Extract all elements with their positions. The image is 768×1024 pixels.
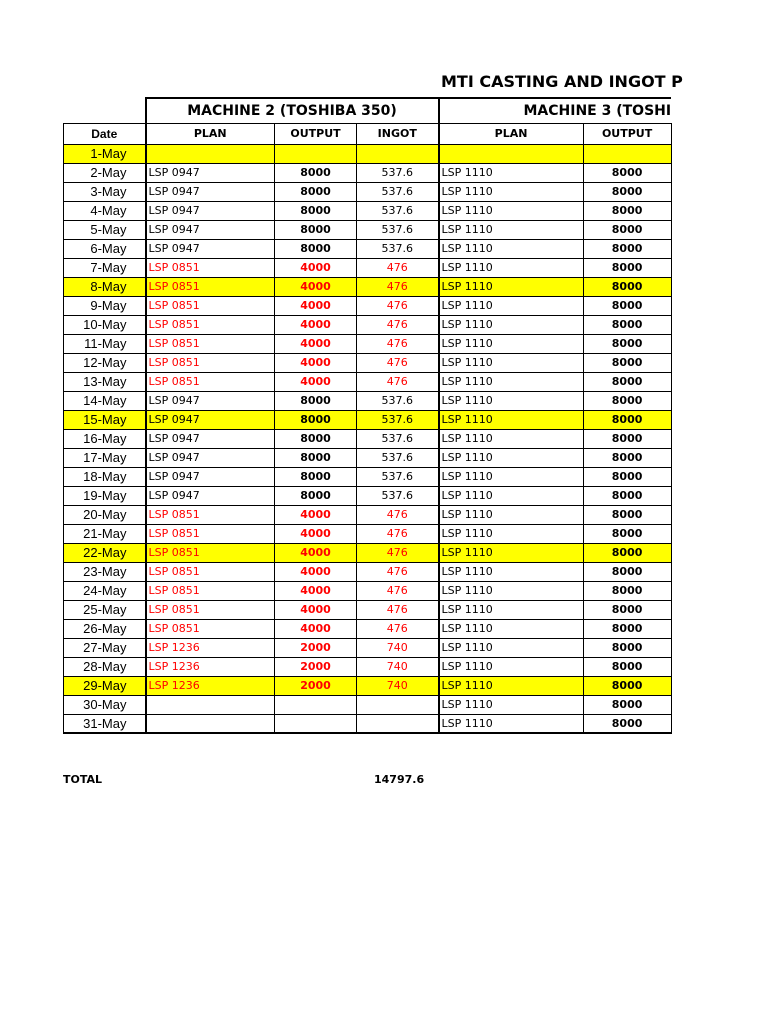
m2-ingot-cell[interactable]: 537.6	[357, 486, 439, 505]
m2-plan-cell[interactable]: LSP 0851	[146, 334, 275, 353]
table-row	[64, 714, 672, 733]
m2-ingot-cell[interactable]: 740	[357, 638, 439, 657]
m2-ingot-cell[interactable]: 537.6	[357, 429, 439, 448]
m2-plan-cell[interactable]: LSP 0851	[146, 296, 275, 315]
m3-plan-cell[interactable]: LSP 1110	[439, 486, 584, 505]
machine-header-spacer	[64, 98, 146, 123]
m2-ingot-cell[interactable]	[357, 695, 439, 714]
total-label: TOTAL	[63, 773, 103, 786]
m2-ingot-cell[interactable]: 476	[357, 353, 439, 372]
m2-plan-cell[interactable]: LSP 0947	[146, 429, 275, 448]
date-cell[interactable]: 7-May	[64, 258, 146, 277]
m3-plan-cell[interactable]: LSP 1110	[439, 600, 584, 619]
m3-plan-cell[interactable]: LSP 1110	[439, 220, 584, 239]
m3-plan-cell[interactable]	[439, 144, 584, 163]
date-cell[interactable]: 2-May	[64, 163, 146, 182]
m3-plan-cell[interactable]: LSP 1110	[439, 657, 584, 676]
m2-ingot-cell[interactable]: 476	[357, 505, 439, 524]
m3-plan-cell[interactable]: LSP 1110	[439, 353, 584, 372]
m2-plan-cell[interactable]: LSP 0947	[146, 182, 275, 201]
m2-output-cell[interactable]: 4000	[275, 334, 357, 353]
m3-output-cell[interactable]: 8000	[583, 372, 671, 391]
date-cell[interactable]: 12-May	[64, 353, 146, 372]
m3-output-cell[interactable]: 8000	[583, 182, 671, 201]
m2-plan-cell[interactable]: LSP 0947	[146, 410, 275, 429]
date-cell[interactable]: 21-May	[64, 524, 146, 543]
m3-output-cell[interactable]: 8000	[583, 581, 671, 600]
m2-output-cell[interactable]: 8000	[275, 448, 357, 467]
m3-plan-cell[interactable]: LSP 1110	[439, 505, 584, 524]
m3-output-cell[interactable]: 8000	[583, 258, 671, 277]
m2-plan-cell[interactable]	[146, 695, 275, 714]
m3-output-cell[interactable]: 8000	[583, 486, 671, 505]
date-cell[interactable]: 23-May	[64, 562, 146, 581]
m2-plan-cell[interactable]: LSP 0851	[146, 619, 275, 638]
m2-ingot-cell[interactable]: 476	[357, 543, 439, 562]
m2-ingot-cell[interactable]: 476	[357, 277, 439, 296]
date-cell[interactable]: 25-May	[64, 600, 146, 619]
table-row	[64, 277, 672, 296]
date-cell[interactable]: 18-May	[64, 467, 146, 486]
m2-plan-cell[interactable]: LSP 0947	[146, 239, 275, 258]
m3-output-cell[interactable]: 8000	[583, 505, 671, 524]
m2-ingot-cell[interactable]: 537.6	[357, 163, 439, 182]
m2-ingot-cell[interactable]: 476	[357, 315, 439, 334]
m2-output-cell[interactable]: 4000	[275, 505, 357, 524]
m2-plan-cell[interactable]	[146, 144, 275, 163]
m3-output-cell[interactable]	[583, 144, 671, 163]
m3-plan-cell[interactable]: LSP 1110	[439, 163, 584, 182]
m3-plan-cell[interactable]: LSP 1110	[439, 239, 584, 258]
m2-ingot-cell[interactable]	[357, 714, 439, 733]
m3-plan-cell[interactable]: LSP 1110	[439, 714, 584, 733]
m3-output-cell[interactable]: 8000	[583, 638, 671, 657]
date-cell[interactable]: 11-May	[64, 334, 146, 353]
table-row	[64, 315, 672, 334]
m2-plan-cell[interactable]: LSP 0947	[146, 467, 275, 486]
date-cell[interactable]: 10-May	[64, 315, 146, 334]
m2-output-cell[interactable]: 4000	[275, 277, 357, 296]
m3-output-cell[interactable]: 8000	[583, 429, 671, 448]
m2-output-cell[interactable]: 8000	[275, 410, 357, 429]
machine-3-header: MACHINE 3 (TOSHI	[439, 98, 672, 123]
table-row	[64, 524, 672, 543]
m3-plan-cell[interactable]: LSP 1110	[439, 429, 584, 448]
m2-output-cell[interactable]: 8000	[275, 201, 357, 220]
m2-output-cell[interactable]	[275, 695, 357, 714]
table-row	[64, 467, 672, 486]
m3-plan-cell[interactable]: LSP 1110	[439, 334, 584, 353]
m3-output-cell[interactable]: 8000	[583, 714, 671, 733]
m2-output-cell[interactable]: 8000	[275, 239, 357, 258]
date-cell[interactable]: 5-May	[64, 220, 146, 239]
date-cell[interactable]: 26-May	[64, 619, 146, 638]
table-row	[64, 676, 672, 695]
date-cell[interactable]: 17-May	[64, 448, 146, 467]
date-cell[interactable]: 3-May	[64, 182, 146, 201]
m3-output-cell[interactable]: 8000	[583, 239, 671, 258]
table-row	[64, 505, 672, 524]
table-row	[64, 657, 672, 676]
table-row	[64, 258, 672, 277]
table-row	[64, 695, 672, 714]
date-cell[interactable]: 27-May	[64, 638, 146, 657]
m2-output-cell[interactable]: 4000	[275, 296, 357, 315]
m3-plan-cell[interactable]: LSP 1110	[439, 619, 584, 638]
m2-output-cell[interactable]: 4000	[275, 562, 357, 581]
table-row	[64, 220, 672, 239]
machine-2-header: MACHINE 2 (TOSHIBA 350)	[146, 98, 439, 123]
date-column-header: Date	[64, 123, 146, 144]
m2-plan-cell[interactable]: LSP 0947	[146, 448, 275, 467]
m2-plan-cell[interactable]: LSP 0851	[146, 562, 275, 581]
table-row	[64, 619, 672, 638]
m3-output-cell[interactable]: 8000	[583, 524, 671, 543]
table-row	[64, 239, 672, 258]
table-row	[64, 562, 672, 581]
m3-plan-cell[interactable]: LSP 1110	[439, 315, 584, 334]
table-row	[64, 410, 672, 429]
m3-plan-cell[interactable]: LSP 1110	[439, 277, 584, 296]
m3-plan-cell[interactable]: LSP 1110	[439, 296, 584, 315]
m2-output-cell[interactable]: 8000	[275, 163, 357, 182]
m2-plan-cell[interactable]: LSP 1236	[146, 638, 275, 657]
m3-output-cell[interactable]: 8000	[583, 619, 671, 638]
m2-output-column-header: OUTPUT	[275, 123, 357, 144]
date-cell[interactable]: 19-May	[64, 486, 146, 505]
date-cell[interactable]: 28-May	[64, 657, 146, 676]
date-cell[interactable]: 20-May	[64, 505, 146, 524]
m3-plan-cell[interactable]: LSP 1110	[439, 448, 584, 467]
m2-plan-column-header: PLAN	[146, 123, 275, 144]
m2-ingot-cell[interactable]	[357, 144, 439, 163]
table-row	[64, 182, 672, 201]
m2-ingot-cell[interactable]: 537.6	[357, 410, 439, 429]
m2-output-cell[interactable]: 4000	[275, 524, 357, 543]
m2-ingot-cell[interactable]: 476	[357, 372, 439, 391]
m3-output-cell[interactable]: 8000	[583, 334, 671, 353]
m2-output-cell[interactable]: 8000	[275, 391, 357, 410]
m2-ingot-cell[interactable]: 537.6	[357, 467, 439, 486]
m2-plan-cell[interactable]: LSP 0947	[146, 201, 275, 220]
m2-output-cell[interactable]: 4000	[275, 372, 357, 391]
m2-plan-cell[interactable]: LSP 0851	[146, 581, 275, 600]
date-cell[interactable]: 4-May	[64, 201, 146, 220]
m2-output-cell[interactable]: 4000	[275, 353, 357, 372]
m2-plan-cell[interactable]: LSP 0851	[146, 258, 275, 277]
date-cell[interactable]: 9-May	[64, 296, 146, 315]
m3-plan-cell[interactable]: LSP 1110	[439, 543, 584, 562]
m3-output-cell[interactable]: 8000	[583, 543, 671, 562]
m2-ingot-column-header: INGOT	[357, 123, 439, 144]
m2-output-cell[interactable]: 2000	[275, 657, 357, 676]
m2-ingot-cell[interactable]: 476	[357, 600, 439, 619]
m2-output-cell[interactable]: 4000	[275, 315, 357, 334]
date-cell[interactable]: 30-May	[64, 695, 146, 714]
m2-plan-cell[interactable]: LSP 0947	[146, 486, 275, 505]
m2-ingot-cell[interactable]: 537.6	[357, 220, 439, 239]
m2-output-cell[interactable]: 8000	[275, 182, 357, 201]
date-cell[interactable]: 22-May	[64, 543, 146, 562]
sheet-title: MTI CASTING AND INGOT P	[441, 72, 683, 91]
m2-plan-cell[interactable]: LSP 0851	[146, 353, 275, 372]
m2-output-cell[interactable]: 8000	[275, 467, 357, 486]
table-row	[64, 353, 672, 372]
m3-plan-cell[interactable]: LSP 1110	[439, 524, 584, 543]
m3-plan-cell[interactable]: LSP 1110	[439, 638, 584, 657]
m3-output-cell[interactable]: 8000	[583, 277, 671, 296]
date-cell[interactable]: 13-May	[64, 372, 146, 391]
m2-output-cell[interactable]: 4000	[275, 600, 357, 619]
m3-plan-cell[interactable]: LSP 1110	[439, 695, 584, 714]
m2-plan-cell[interactable]: LSP 1236	[146, 657, 275, 676]
m3-output-cell[interactable]: 8000	[583, 695, 671, 714]
m2-plan-cell[interactable]: LSP 0947	[146, 220, 275, 239]
m2-plan-cell[interactable]: LSP 0851	[146, 543, 275, 562]
m2-output-cell[interactable]: 4000	[275, 619, 357, 638]
m3-output-cell[interactable]: 8000	[583, 410, 671, 429]
date-cell[interactable]: 14-May	[64, 391, 146, 410]
m2-ingot-cell[interactable]: 476	[357, 581, 439, 600]
m2-plan-cell[interactable]: LSP 0851	[146, 277, 275, 296]
m2-plan-cell[interactable]: LSP 0851	[146, 524, 275, 543]
date-cell[interactable]: 15-May	[64, 410, 146, 429]
m2-plan-cell[interactable]: LSP 0851	[146, 372, 275, 391]
m3-output-cell[interactable]: 8000	[583, 296, 671, 315]
m2-output-cell[interactable]: 8000	[275, 486, 357, 505]
m2-output-cell[interactable]: 4000	[275, 581, 357, 600]
m2-output-cell[interactable]: 2000	[275, 638, 357, 657]
date-cell[interactable]: 29-May	[64, 676, 146, 695]
m2-ingot-cell[interactable]: 476	[357, 334, 439, 353]
table-row	[64, 600, 672, 619]
table-row	[64, 543, 672, 562]
m2-ingot-cell[interactable]: 537.6	[357, 448, 439, 467]
m3-plan-cell[interactable]: LSP 1110	[439, 676, 584, 695]
m3-output-cell[interactable]: 8000	[583, 163, 671, 182]
m3-output-cell[interactable]: 8000	[583, 600, 671, 619]
m2-ingot-cell[interactable]: 476	[357, 296, 439, 315]
m2-plan-cell[interactable]: LSP 0851	[146, 315, 275, 334]
table-row	[64, 144, 672, 163]
m2-ingot-cell[interactable]: 537.6	[357, 182, 439, 201]
table-row	[64, 581, 672, 600]
m3-output-cell[interactable]: 8000	[583, 220, 671, 239]
m2-plan-cell[interactable]: LSP 0947	[146, 391, 275, 410]
m2-ingot-cell[interactable]: 537.6	[357, 201, 439, 220]
m2-ingot-cell[interactable]: 740	[357, 657, 439, 676]
m3-plan-cell[interactable]: LSP 1110	[439, 581, 584, 600]
table-row	[64, 334, 672, 353]
table-row	[64, 296, 672, 315]
m2-ingot-cell[interactable]: 476	[357, 258, 439, 277]
m2-output-cell[interactable]: 8000	[275, 429, 357, 448]
column-header-row	[64, 123, 672, 144]
m3-plan-column-header: PLAN	[439, 123, 584, 144]
m2-ingot-cell[interactable]: 476	[357, 562, 439, 581]
production-table	[63, 97, 672, 734]
m2-plan-cell[interactable]: LSP 1236	[146, 676, 275, 695]
m3-plan-cell[interactable]: LSP 1110	[439, 372, 584, 391]
table-row	[64, 391, 672, 410]
m3-plan-cell[interactable]: LSP 1110	[439, 391, 584, 410]
m2-output-cell[interactable]	[275, 144, 357, 163]
m2-output-cell[interactable]: 4000	[275, 258, 357, 277]
m3-output-cell[interactable]: 8000	[583, 467, 671, 486]
table-row	[64, 448, 672, 467]
m2-output-cell[interactable]: 4000	[275, 543, 357, 562]
m3-output-column-header: OUTPUT	[583, 123, 671, 144]
machine-header-row	[64, 98, 672, 123]
m3-plan-cell[interactable]: LSP 1110	[439, 467, 584, 486]
m2-ingot-cell[interactable]: 537.6	[357, 391, 439, 410]
table-row	[64, 429, 672, 448]
date-cell[interactable]: 6-May	[64, 239, 146, 258]
m2-output-cell[interactable]: 8000	[275, 220, 357, 239]
m3-output-cell[interactable]: 8000	[583, 353, 671, 372]
table-row	[64, 163, 672, 182]
table-row	[64, 372, 672, 391]
date-cell[interactable]: 1-May	[64, 144, 146, 163]
m3-output-cell[interactable]: 8000	[583, 391, 671, 410]
m2-plan-cell[interactable]: LSP 0851	[146, 505, 275, 524]
m3-plan-cell[interactable]: LSP 1110	[439, 182, 584, 201]
date-cell[interactable]: 16-May	[64, 429, 146, 448]
m3-output-cell[interactable]: 8000	[583, 562, 671, 581]
m2-ingot-cell[interactable]: 476	[357, 524, 439, 543]
m2-plan-cell[interactable]	[146, 714, 275, 733]
m3-plan-cell[interactable]: LSP 1110	[439, 201, 584, 220]
m2-output-cell[interactable]: 2000	[275, 676, 357, 695]
m3-plan-cell[interactable]: LSP 1110	[439, 562, 584, 581]
m3-plan-cell[interactable]: LSP 1110	[439, 410, 584, 429]
m3-plan-cell[interactable]: LSP 1110	[439, 258, 584, 277]
date-cell[interactable]: 31-May	[64, 714, 146, 733]
table-row	[64, 486, 672, 505]
m3-output-cell[interactable]: 8000	[583, 676, 671, 695]
m2-output-cell[interactable]	[275, 714, 357, 733]
table-row	[64, 638, 672, 657]
total-ingot-value: 14797.6	[374, 773, 425, 786]
m3-output-cell[interactable]: 8000	[583, 201, 671, 220]
m2-plan-cell[interactable]: LSP 0851	[146, 600, 275, 619]
m2-ingot-cell[interactable]: 740	[357, 676, 439, 695]
m3-output-cell[interactable]: 8000	[583, 315, 671, 334]
m3-output-cell[interactable]: 8000	[583, 448, 671, 467]
date-cell[interactable]: 8-May	[64, 277, 146, 296]
table-row	[64, 201, 672, 220]
m2-ingot-cell[interactable]: 537.6	[357, 239, 439, 258]
m2-ingot-cell[interactable]: 476	[357, 619, 439, 638]
date-cell[interactable]: 24-May	[64, 581, 146, 600]
m2-plan-cell[interactable]: LSP 0947	[146, 163, 275, 182]
m3-output-cell[interactable]: 8000	[583, 657, 671, 676]
